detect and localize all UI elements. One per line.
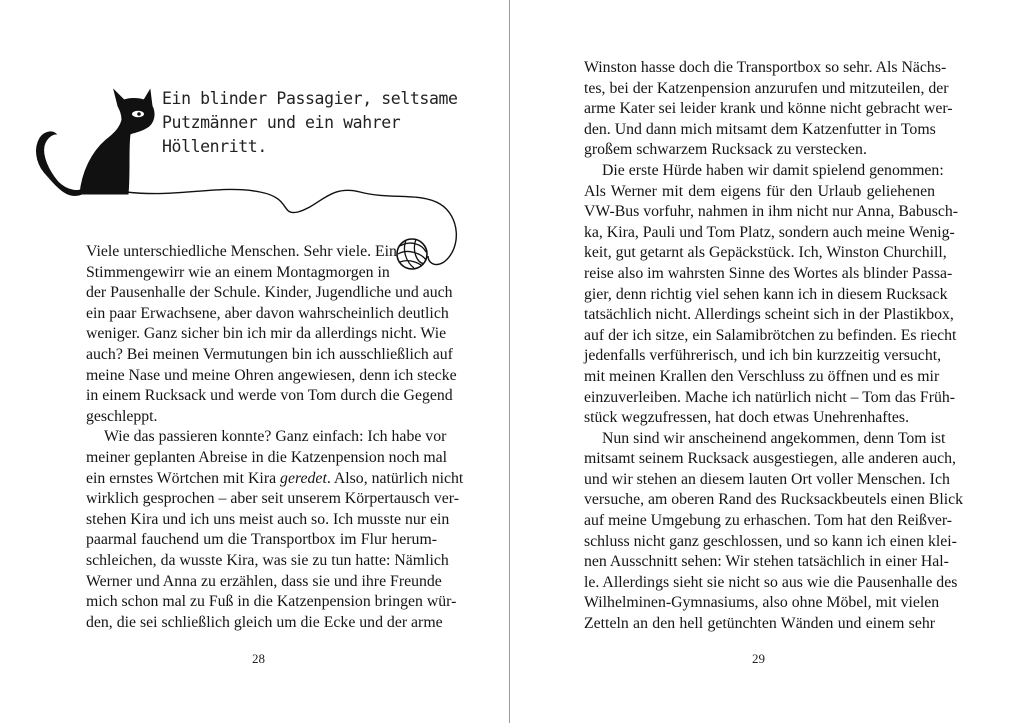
text-line: Zetteln an den hell getünchten Wänden und einem sehr (584, 615, 935, 633)
text-line: versuche, am oberen Rand des Rucksackbeutels einen Blick (584, 491, 964, 509)
chapter-heading-line: Ein blinder Passagier, seltsame (162, 89, 458, 108)
text-line: schluss nicht ganz geschlossen, und so kann ich einen klei- (584, 532, 957, 550)
text-line: keit, gut getarnt als Gepäckstück. Ich, Winston Churchill, (584, 244, 947, 262)
right-page-body (584, 58, 964, 635)
text-line: Stimmengewirr wie an einem Montagmorgen in (86, 263, 390, 281)
text-line: Als Werner mit dem eigens für den Urlaub geliehenen (584, 182, 935, 200)
text-line: stehen Kira und ich uns meist auch so. Ich musste nur ein (86, 510, 450, 528)
text-line: auf der ich sitze, ein Salamibrötchen zu befinden. Es riecht (584, 326, 957, 344)
text-line: stück wegzufressen, hat doch etwas Unehrenhaftes. (584, 409, 910, 427)
text-line: ein paar Erwachsene, aber davon wahrscheinlich deutlich (86, 304, 449, 322)
text-line: Nun sind wir anscheinend angekommen, denn Tom ist (602, 429, 946, 447)
text-line: meine Nase und meine Ohren angewiesen, denn ich stecke (86, 366, 457, 384)
text-line: reise also im wahrsten Sinne des Wortes als blinder Passa- (584, 264, 953, 282)
text-line: tes, bei der Katzenpension anzurufen und mitzuteilen, der (584, 79, 949, 97)
left-page (0, 0, 509, 723)
text-line: in einem Rucksack und werde von Tom durch die Gegend (86, 387, 453, 405)
text-line: wirklich gesprochen – aber seit unserem Körpertausch ver- (86, 490, 459, 508)
text-line: weniger. Ganz sicher bin ich mir da allerdings nicht. Wie (86, 325, 447, 343)
text-line: tatsächlich nicht. Allerdings scheint sich in der Plastikbox, (584, 306, 954, 324)
text-line: den. Und dann mich mitsamt dem Katzenfutter in Toms (584, 120, 936, 138)
text-line: ka, Kira, Pauli und Tom Platz, sondern auch meine Wenig- (584, 223, 955, 241)
text-line: mit meinen Krallen den Verschluss zu öffnen und es mir (584, 367, 940, 385)
text-line: meiner geplanten Abreise in die Katzenpension noch mal (86, 448, 448, 466)
left-page-body (86, 242, 464, 633)
page-number-left: 28 (252, 651, 265, 666)
text-line: Viele unterschiedliche Menschen. Sehr viele. Ein (86, 243, 397, 260)
text-line: Die erste Hürde haben wir damit spielend genommen: (602, 161, 944, 179)
black-cat-icon (37, 90, 154, 196)
text-line: ein ernstes Wörtchen mit Kira geredet. Also, natürlich nicht (86, 469, 464, 487)
chapter-heading-line: Putzmänner und ein wahrer (162, 113, 401, 132)
chapter-heading (162, 87, 458, 159)
text-line: jedenfalls verführerisch, und ich bin kurzzeitig versucht, (584, 347, 942, 365)
text-line: und wir stehen an diesem lauten Ort voller Menschen. Ich (584, 470, 950, 488)
page-number-right: 29 (752, 651, 765, 666)
emphasis: geredet (280, 469, 327, 487)
text-line: paarmal fauchend um die Transportbox im Flur herum- (86, 531, 437, 549)
text-line: einzuverleiben. Mache ich natürlich nicht – Tom das Früh- (584, 388, 956, 406)
text-line: auf meine Umgebung zu erhaschen. Tom hat den Reißver- (584, 512, 953, 530)
text-line: VW-Bus vorfuhr, nahmen in ihm nicht nur Anna, Babusch- (584, 203, 959, 221)
text-line: Werner und Anna zu erzählen, dass sie und ihre Freunde (86, 572, 442, 590)
chapter-heading-line: Höllenritt. (162, 137, 267, 156)
text-line: gier, denn richtig viel sehen kann ich in diesem Rucksack (584, 285, 948, 303)
text-line: le. Allerdings sieht sie nicht so aus wie die Pausenhalle des (584, 573, 958, 591)
text-line: auch? Bei meinen Vermutungen bin ich ausschließlich auf (86, 345, 453, 363)
text-line: Wie das passieren konnte? Ganz einfach: Ich habe vor (104, 428, 447, 446)
text-line: mitsamt seinem Rucksack ausgestiegen, alle anderen auch, (584, 450, 956, 468)
text-line: geschleppt. (86, 407, 158, 425)
text-line: großem schwarzem Rucksack zu verstecken. (584, 141, 867, 159)
text-line: der Pausenhalle der Schule. Kinder, Jugendliche und auch (86, 284, 453, 302)
text-line: Wilhelminen-Gymnasiums, also ohne Möbel, mit vielen (584, 594, 940, 612)
text-line: arme Kater sei leider krank und könne nicht gebracht wer- (584, 100, 953, 118)
text-line: mich schon mal zu Fuß in die Katzenpension bringen wür- (86, 593, 457, 611)
text-line: nen Ausschnitt sehen: Wir stehen tatsächlich in einer Hal- (584, 553, 949, 571)
text-line: Winston hasse doch die Transportbox so sehr. Als Nächs- (584, 59, 947, 76)
text-line: den, die sei schließlich gleich um die Ecke und der arme (86, 613, 443, 631)
text-line: schleichen, da wusste Kira, was sie zu tun hatte: Nämlich (86, 551, 449, 569)
